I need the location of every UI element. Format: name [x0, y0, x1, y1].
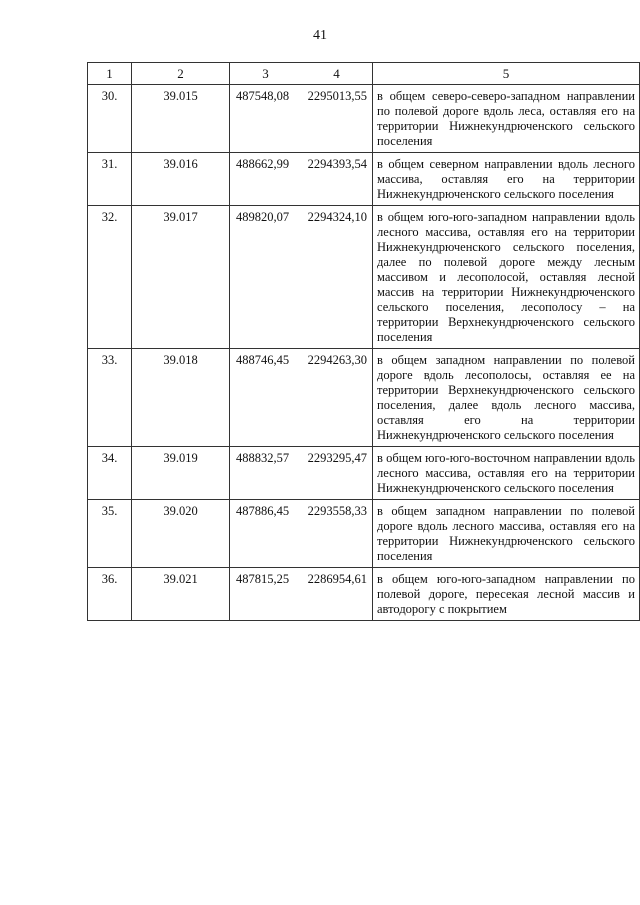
header-col-2: 2 [132, 63, 230, 85]
header-col-3-4 [230, 63, 373, 85]
table-row [88, 349, 640, 447]
header-col-5: 5 [373, 63, 640, 85]
route-description: в общем юго-юго-восточном направлении вдоль лесного массива, оставляя его на территории Нижнекундрюченского сельского поселения [373, 447, 640, 500]
coord-x: 488662,99 [236, 157, 290, 171]
row-number: 33. [88, 349, 132, 447]
coord-y: 2293558,33 [307, 504, 367, 518]
coord-x: 487886,45 [236, 504, 290, 518]
route-description: в общем северо-северо-западном направлении по полевой дороге вдоль леса, оставляя его на территории Нижнекундрюченского сельского поселения [373, 85, 640, 153]
coordinates-cell [230, 206, 373, 349]
coordinates-cell [230, 153, 373, 206]
route-description: в общем западном направлении по полевой дороге вдоль лесного массива, оставляя его на территории Нижнекундрюченского сельского поселения [373, 500, 640, 568]
point-code: 39.020 [132, 500, 230, 568]
point-code: 39.019 [132, 447, 230, 500]
coord-y: 2294263,30 [307, 353, 367, 367]
row-number: 31. [88, 153, 132, 206]
point-code: 39.015 [132, 85, 230, 153]
coord-x: 487548,08 [236, 89, 290, 103]
table-row [88, 568, 640, 621]
coordinates-cell [230, 447, 373, 500]
coordinates-cell [230, 500, 373, 568]
boundary-table [87, 62, 640, 621]
route-description: в общем юго-юго-западном направлении вдоль лесного массива, оставляя его на территории Нижнекундрюченского сельского поселения, далее по полевой дороге между лесным массивом и лесополосой, оставляя лесной массив на территории Нижнекундрюченского сельского поселения, лесополосу – на территории Верхнекундрюченского сельского поселения [373, 206, 640, 349]
row-number: 36. [88, 568, 132, 621]
table-row [88, 500, 640, 568]
coord-y: 2293295,47 [307, 451, 367, 465]
row-number: 35. [88, 500, 132, 568]
coord-x: 489820,07 [236, 210, 290, 224]
route-description: в общем западном направлении по полевой дороге вдоль лесополосы, оставляя ее на территории Верхнекундрюченского сельского поселения, далее вдоль лесного массива, оставляя его на территории Нижнекундрюченского сельского поселения [373, 349, 640, 447]
coord-y: 2294393,54 [307, 157, 367, 171]
point-code: 39.018 [132, 349, 230, 447]
coordinates-cell [230, 568, 373, 621]
coord-y: 2294324,10 [307, 210, 367, 224]
point-code: 39.016 [132, 153, 230, 206]
table-row [88, 153, 640, 206]
point-code: 39.021 [132, 568, 230, 621]
table-row [88, 447, 640, 500]
header-col-3: 3 [262, 66, 269, 81]
row-number: 34. [88, 447, 132, 500]
coord-x: 488746,45 [236, 353, 290, 367]
row-number: 30. [88, 85, 132, 153]
row-number: 32. [88, 206, 132, 349]
coord-y: 2295013,55 [307, 89, 367, 103]
table-row [88, 206, 640, 349]
coord-y: 2286954,61 [307, 572, 367, 586]
coordinates-cell [230, 349, 373, 447]
header-col-4: 4 [333, 66, 340, 81]
table-row [88, 85, 640, 153]
header-col-1: 1 [88, 63, 132, 85]
coord-x: 488832,57 [236, 451, 290, 465]
page-number: 41 [313, 28, 327, 43]
route-description: в общем юго-юго-западном направлении по полевой дороге, пересекая лесной массив и автодорогу с покрытием [373, 568, 640, 621]
coordinates-cell [230, 85, 373, 153]
header-row [88, 63, 640, 85]
point-code: 39.017 [132, 206, 230, 349]
route-description: в общем северном направлении вдоль лесного массива, оставляя его на территории Нижнекундрюченского сельского поселения [373, 153, 640, 206]
coord-x: 487815,25 [236, 572, 290, 586]
